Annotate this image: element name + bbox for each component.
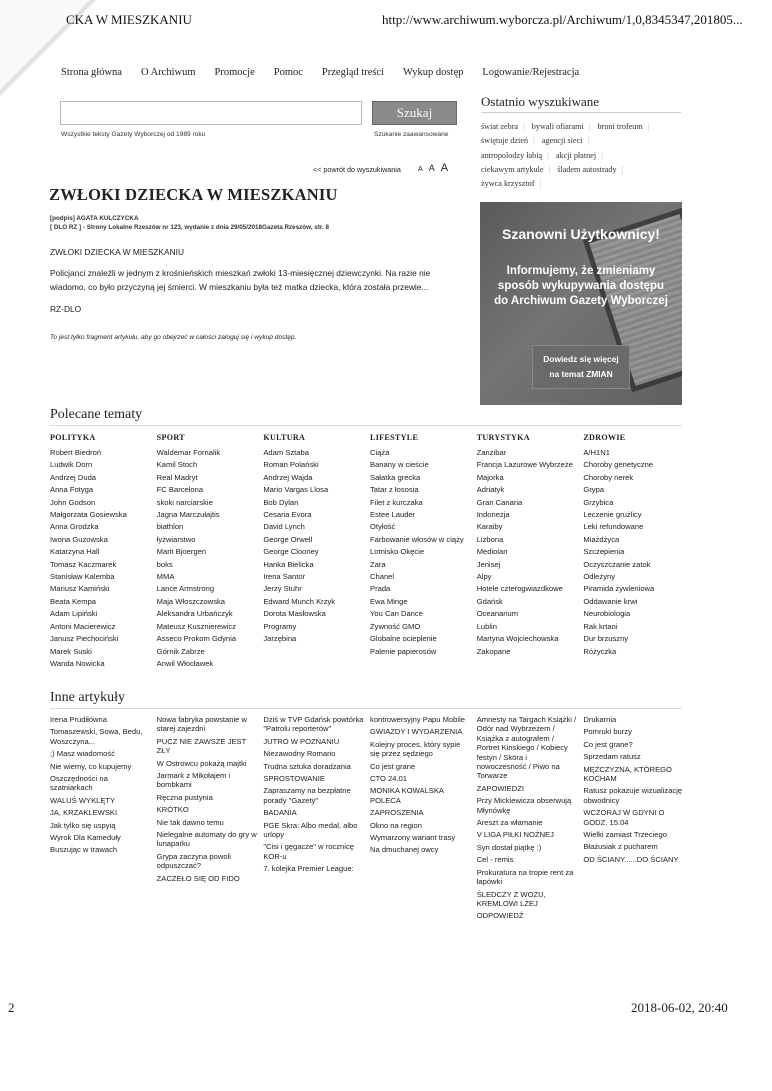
topic-link[interactable]: David Lynch — [263, 522, 305, 532]
topic-link[interactable]: Szczepienia — [583, 547, 625, 557]
other-articles-column — [263, 715, 370, 924]
other-article-link[interactable]: GWIAZDY I WYDARZENIA — [370, 727, 463, 737]
recent-item[interactable]: żywca krzysztof — [481, 179, 535, 189]
recent-searches-title: Ostatnio wyszukiwane — [481, 94, 600, 109]
topic-link[interactable]: Programy — [263, 621, 297, 631]
topic-link[interactable]: Gdańsk — [476, 596, 503, 606]
other-article-link[interactable]: Nie wiemy, co kupujemy — [50, 761, 132, 771]
other-article-link[interactable]: Co jest grane? — [583, 739, 633, 749]
other-article-link[interactable]: KRÓTKO — [156, 805, 189, 815]
topic-link[interactable]: Alpy — [476, 572, 492, 582]
topic-link[interactable]: Lotnisko Okęcie — [370, 547, 425, 557]
topic-link[interactable]: Piramida żywieniowa — [583, 584, 655, 594]
topic-link[interactable]: Hanka Bielicka — [263, 559, 314, 569]
recent-searches-list: świat zebra | bywali ofiarami | broni trofeum | świętuje dzień | agencji sieci | antropolodzy łabią | akcji płatnej | ciekawym artykule | śladem autostrady | żywca krzysztof | — [481, 122, 650, 189]
other-article-link[interactable]: Błażusiak z pucharem — [583, 842, 658, 852]
topic-link[interactable]: Adriatyk — [476, 485, 505, 495]
recent-item[interactable]: ciekawym artykule — [481, 164, 544, 174]
other-article-link[interactable]: PUCZ NIE ZAWSZE JEST ZŁY — [156, 736, 247, 756]
topic-link[interactable]: Aleksandra Urbańczyk — [156, 609, 233, 619]
font-size-small[interactable]: A — [418, 166, 425, 173]
banner-cta-line2: na temat ZMIAN — [549, 369, 613, 379]
other-article-link[interactable]: Sprzedam ratusz — [583, 752, 641, 762]
other-article-link[interactable]: MONIKA KOWALSKA POLECA — [370, 786, 444, 805]
topic-link[interactable]: Banany w cieście — [370, 460, 429, 470]
other-article-link[interactable]: Pomruki burzy — [583, 727, 632, 737]
back-to-search-link[interactable]: << powrót do wyszukiwania — [313, 165, 401, 174]
topic-link[interactable]: Maja Włoszczowska — [156, 596, 226, 606]
article-title: ZWŁOKI DZIECKA W MIESZKANIU — [50, 247, 185, 257]
byline-author: [podpis] AGATA KULCZYCKA — [50, 215, 139, 222]
topic-link[interactable]: Dur brzuszny — [583, 634, 629, 644]
topic-link[interactable]: Choroby nerek — [583, 472, 634, 482]
topic-link[interactable]: Cesaria Evora — [263, 510, 312, 520]
topic-link[interactable]: George Clooney — [263, 547, 319, 557]
topic-link[interactable]: Kamil Stoch — [156, 460, 198, 470]
topic-column-heading[interactable]: SPORT — [156, 433, 185, 442]
topic-link[interactable]: Miażdżyca — [583, 534, 620, 544]
topic-link[interactable]: Real Madryt — [156, 472, 198, 482]
topic-link[interactable]: Jerzy Stuhr — [263, 584, 302, 594]
topic-link[interactable]: skoki narciarskie — [156, 497, 213, 507]
topic-link[interactable]: Zara — [370, 559, 386, 569]
topic-link[interactable]: Mateusz Kusznierewicz — [156, 621, 237, 631]
other-article-link[interactable]: ZAPOWIEDZI — [476, 783, 524, 793]
other-article-link[interactable]: Wymarzony wariant trasy — [370, 833, 456, 843]
topic-link[interactable]: Mario Vargas Llosa — [263, 485, 329, 495]
other-article-link[interactable]: Nielegalne automaty do gry w lunaparku — [156, 830, 257, 849]
topic-column — [50, 433, 157, 670]
topic-link[interactable]: Roman Polański — [263, 460, 319, 470]
other-article-link[interactable]: JA, KRZAKLEWSKI — [50, 808, 118, 818]
search-button[interactable]: Szukaj — [372, 101, 457, 125]
other-article-link[interactable]: Buszując w trawach — [50, 845, 118, 855]
topic-link[interactable]: Choroby genetyczne — [583, 460, 654, 470]
other-article-link[interactable]: Wielki zamiast Trzeciego — [583, 830, 667, 840]
other-article-link[interactable]: Nowa fabryka powstanie w starej zajezdni — [156, 715, 247, 734]
topic-link[interactable]: Beata Kempa — [50, 596, 97, 606]
topic-link[interactable]: Anwil Włocławek — [156, 658, 214, 668]
main-nav — [61, 67, 598, 78]
topic-link[interactable]: Oddawanie krwi — [583, 596, 638, 606]
topic-link[interactable]: Tatar z łososia — [370, 485, 419, 495]
topic-link[interactable]: Tomasz Kaczmarek — [50, 559, 117, 569]
topic-link[interactable]: Andrzej Duda — [50, 472, 97, 482]
topic-link[interactable]: Rak krtani — [583, 621, 618, 631]
topic-link[interactable]: Jagna Marczułajtis — [156, 510, 220, 520]
other-articles-grid — [50, 715, 690, 924]
topic-link[interactable]: Francja Lazurowe Wybrzeże — [476, 460, 573, 470]
byline-source: [ DLO RZ ] - Strony Lokalne Rzeszów nr 123, wydanie z dnia 29/05/2018Gazeta Rzeszów, str. 8 — [50, 224, 330, 231]
other-article-link[interactable]: Przy Mickiewicza obserwują Młynówkę — [476, 796, 572, 815]
topic-column-heading[interactable]: LIFESTYLE — [370, 433, 419, 442]
topic-link[interactable]: Wanda Nowicka — [50, 658, 105, 668]
topic-column — [370, 433, 477, 670]
other-article-link[interactable]: Co jest grane — [370, 761, 416, 771]
other-article-link[interactable]: JUTRO W POZNANIU — [263, 736, 340, 746]
topic-link[interactable]: Neurobiologia — [583, 609, 631, 619]
topic-link[interactable]: MMA — [156, 572, 175, 582]
search-input[interactable] — [60, 101, 362, 125]
topic-link[interactable]: Żywność GMO — [370, 621, 421, 631]
other-article-link[interactable]: Grypa zaczyna powoli odpuszczać? — [156, 851, 231, 871]
other-article-link[interactable]: Irena Prudiłówna — [50, 715, 107, 724]
other-article-link[interactable]: Na dmuchanej owcy — [370, 845, 439, 855]
nav-strona-glowna[interactable]: Strona główna — [61, 67, 122, 78]
topic-link[interactable]: Antoni Macierewicz — [50, 621, 116, 631]
other-article-link[interactable]: ZAPROSZENIA — [370, 808, 424, 818]
print-page-title: CKA W MIESZKANIU — [66, 12, 192, 27]
advanced-search-link[interactable]: Szukanie zaawansowane — [374, 131, 449, 138]
font-size-medium[interactable]: A — [428, 163, 437, 173]
recent-item[interactable]: agencji sieci — [541, 136, 583, 146]
other-article-link[interactable]: Oszczędności na szatniarkach — [50, 774, 108, 793]
topic-link[interactable]: George Orwell — [263, 534, 313, 544]
topic-link[interactable]: Mediolan — [476, 547, 508, 557]
nav-przeglad-tresci[interactable]: Przegląd treści — [321, 67, 385, 78]
topic-link[interactable]: Bob Dylan — [263, 497, 299, 507]
topics-grid — [50, 433, 690, 670]
topic-link[interactable]: Anna Grodzka — [50, 522, 99, 532]
other-article-link[interactable]: 7. kolejka Premier League: — [263, 864, 354, 874]
topic-link[interactable]: Edward Munch Krzyk — [263, 596, 336, 606]
print-url: http://www.archiwum.wyborcza.pl/Archiwum/1,0,8345347,201805... — [382, 12, 743, 27]
topic-link[interactable]: Hotele czterogwiazdkowe — [476, 584, 563, 594]
topic-link[interactable]: Estee Lauder — [370, 510, 416, 520]
topic-link[interactable]: Zanzibar — [476, 448, 507, 457]
topic-link[interactable]: Lizbona — [476, 534, 504, 544]
other-article-link[interactable]: Zapraszamy na bezpłatne porady "Gazety" — [263, 786, 351, 805]
print-page-number: 2 — [8, 1000, 15, 1015]
other-article-link[interactable]: Dziś w TVP Gdańsk powtórka "Patrolu reporterów" — [263, 715, 364, 734]
article-paywall-note: To jest tylko fragment artykułu, aby go obejrzeć w całości zaloguj się i wykup dostęp. — [50, 334, 297, 341]
topic-link[interactable]: Majorka — [476, 472, 504, 482]
topic-link[interactable]: John Godson — [50, 497, 96, 507]
other-article-link[interactable]: Prokuratura na tropie rent za łapówki — [476, 867, 574, 887]
topic-column-heading[interactable]: TURYSTYKA — [476, 433, 530, 442]
topic-link[interactable]: Lance Armstrong — [156, 584, 215, 594]
other-article-link[interactable]: BADANIA — [263, 808, 297, 818]
other-articles-column — [50, 715, 157, 924]
topic-link[interactable]: Ludwik Dorn — [50, 460, 93, 470]
other-article-link[interactable]: Trudna sztuka doradzania — [263, 761, 351, 771]
recent-divider — [481, 112, 681, 113]
other-article-link[interactable]: CTO 24.01 — [370, 774, 408, 784]
topic-link[interactable]: Prada — [370, 584, 391, 594]
nav-o-archiwum[interactable]: O Archiwum — [140, 67, 196, 78]
topic-link[interactable]: Górnik Zabrze — [156, 646, 205, 656]
article-byline — [50, 214, 329, 232]
nav-pomoc[interactable]: Pomoc — [273, 67, 303, 78]
other-article-link[interactable]: Syn dostał piątkę :) — [476, 842, 542, 852]
topic-link[interactable]: Mariusz Kamiński — [50, 584, 110, 594]
topic-link[interactable]: Różyczka — [583, 646, 617, 656]
topic-link[interactable]: Irena Santor — [263, 572, 306, 582]
other-divider — [50, 708, 682, 709]
topic-column — [263, 433, 370, 670]
topic-link[interactable]: Gran Canaria — [476, 497, 523, 507]
recent-item[interactable]: akcji płatnej — [555, 150, 597, 160]
other-article-link[interactable]: Drukarnia — [583, 715, 617, 724]
other-article-link[interactable]: WALUŚ WYKLĘTY — [50, 795, 116, 805]
topic-column-heading[interactable]: POLITYKA — [50, 433, 96, 442]
other-article-link[interactable]: Cel - remis — [476, 855, 514, 865]
topic-link[interactable]: A/H1N1 — [583, 448, 610, 457]
other-article-link[interactable]: Nie tak dawno temu — [156, 817, 224, 827]
print-datetime: 2018-06-02, 20:40 — [631, 1000, 728, 1015]
other-article-link[interactable]: SPROSTOWANIE — [263, 774, 325, 784]
topic-link[interactable]: Leki refundowane — [583, 522, 644, 532]
other-article-link[interactable]: Jarmark z Mikołajem i bombkami — [156, 771, 231, 790]
other-articles-column — [157, 715, 264, 924]
topic-link[interactable]: Oceanarium — [476, 609, 519, 619]
other-article-link[interactable]: ŚLEDCZY Z WOZU, KREMLOWI LŻEJ — [476, 889, 546, 908]
other-article-link[interactable]: PGE Skra: Albo medal, albo urlopy — [263, 820, 358, 840]
other-article-link[interactable]: Kolejny proces, który sypie się przez sędziego — [370, 739, 461, 759]
topics-divider — [50, 425, 682, 426]
other-article-link[interactable]: Tomaszewski, Sowa, Bedu, Woszczyna... — [50, 727, 143, 746]
other-article-link[interactable]: "Cisi i gęgacze" w rocznicę KOR-u — [263, 842, 354, 861]
topic-link[interactable]: Odleżyny — [583, 572, 616, 582]
other-article-link[interactable]: kontrowersyjny Papu Mobile — [370, 715, 465, 724]
article-lead: Policjanci znaleźli w jednym z krośnieńskich mieszkań zwłoki 13-miesięcznej dziewczynki. Na razie nie wiadomo, co było przyczyną jej śmierci. W mieszkaniu była też matka dziecka, która została przewie... — [50, 268, 431, 292]
topic-link[interactable]: FC Barcelona — [156, 485, 204, 495]
other-articles-column — [370, 715, 477, 924]
topic-link[interactable]: Janusz Piechociński — [50, 634, 119, 644]
other-article-link[interactable]: Jak tylko się uspyią — [50, 820, 116, 830]
topic-link[interactable]: Jenisej — [476, 559, 501, 569]
topic-link[interactable]: Globalne ocieplenie — [370, 634, 437, 644]
topic-link[interactable]: Ewa Minge — [370, 596, 408, 606]
topic-link[interactable]: Chanel — [370, 572, 395, 582]
info-banner[interactable] — [480, 202, 682, 405]
recent-item[interactable]: antropolodzy łabią — [481, 150, 543, 160]
recent-item[interactable]: świat zebra — [481, 122, 519, 131]
banner-cta-button[interactable] — [532, 345, 630, 389]
topic-link[interactable]: Ciąża — [370, 448, 390, 457]
other-articles-column — [583, 715, 690, 924]
topic-link[interactable]: Lublin — [476, 621, 497, 631]
topic-link[interactable]: Robert Biedroń — [50, 448, 102, 457]
topic-link[interactable]: Andrzej Wajda — [263, 472, 313, 482]
topic-link[interactable]: Palenie papierosów — [370, 646, 437, 656]
article-source: RZ-DLO — [50, 304, 82, 314]
other-article-link[interactable]: V LIGA PIŁKI NOŻNEJ — [476, 830, 554, 840]
other-articles-title: Inne artykuły — [50, 690, 126, 705]
font-size-large[interactable]: A — [440, 162, 451, 174]
topic-link[interactable]: Karaiby — [476, 522, 503, 532]
topic-link[interactable]: Małgorzata Gosiewska — [50, 510, 127, 520]
other-article-link[interactable]: Amnesty na Targach Książki / Odór nad Wybrzeżem / Książka z autografem / Portret Kinskiego / Kobiecy festyn / Sköra i nowoczesność / Piwo na Torwarze — [476, 715, 577, 781]
topic-link[interactable]: Waldemar Fornalik — [156, 448, 221, 457]
other-article-link[interactable]: Ratusz pokazuje wizualizację obwodnicy — [583, 786, 683, 805]
topic-link[interactable]: Martyna Wojciechowska — [476, 634, 559, 644]
topic-link[interactable]: Leczenie grużlicy — [583, 510, 642, 520]
topic-link[interactable]: Dorota Masłowska — [263, 609, 326, 619]
nav-wykup-dostep[interactable]: Wykup dostęp — [403, 67, 464, 78]
topic-link[interactable]: Stanisław Kalemba — [50, 572, 115, 582]
banner-heading: Szanowni Użytkownicy! — [502, 226, 660, 242]
other-article-link[interactable]: Ręczna pustynia — [156, 792, 213, 802]
article-headline: ZWŁOKI DZIECKA W MIESZKANIU — [49, 185, 338, 204]
banner-body: Informujemy, że zmieniamy sposób wykupywania dostępu do Archiwum Gazety Wyborczej — [494, 265, 668, 307]
topic-link[interactable]: Indonezja — [476, 510, 510, 520]
topic-column — [583, 433, 690, 670]
topic-link[interactable]: Marit Bjoergen — [156, 547, 207, 557]
other-articles-column — [477, 715, 584, 924]
other-article-link[interactable]: ODPOWIEDŹ — [476, 911, 524, 921]
recent-item[interactable]: broni trofeum — [597, 122, 643, 131]
topic-column-heading[interactable]: ZDROWIE — [583, 433, 626, 442]
topic-column — [477, 433, 584, 670]
topic-column — [157, 433, 264, 670]
topic-column-heading[interactable]: KULTURA — [263, 433, 306, 442]
topic-link[interactable]: Farbowanie włosów w ciąży — [370, 534, 464, 544]
topic-link[interactable]: Anna Fotyga — [50, 485, 94, 495]
topic-link[interactable]: Asseco Prokom Gdynia — [156, 634, 237, 644]
topic-link[interactable]: biathlon — [156, 522, 184, 532]
other-article-link[interactable]: W Ostrowcu pokażą majtki — [156, 758, 247, 768]
topics-title: Polecane tematy — [50, 407, 143, 422]
topic-link[interactable]: Zakopane — [476, 646, 511, 656]
recent-item[interactable]: świętuje dzień — [481, 136, 529, 146]
topic-link[interactable]: boks — [156, 559, 173, 569]
other-article-link[interactable]: ZACZEŁO SIĘ OD FIDO — [156, 873, 240, 883]
nav-logowanie[interactable]: Logowanie/Rejestracja — [482, 67, 580, 78]
topic-link[interactable]: Oczyszczanie zatok — [583, 559, 651, 569]
topic-link[interactable]: Filet z kurczaka — [370, 497, 423, 507]
other-article-link[interactable]: MĘŻCZYZNA, KTÓREGO KOCHAM — [583, 764, 672, 784]
topic-link[interactable]: Sałatka grecka — [370, 472, 421, 482]
recent-item[interactable]: bywali ofiarami — [531, 122, 584, 131]
topic-link[interactable]: Adam Lipiński — [50, 609, 98, 619]
banner-cta-line1: Dowiedz się więcej — [543, 354, 619, 364]
other-article-link[interactable]: Okno na region — [370, 820, 422, 830]
topic-link[interactable]: You Can Dance — [370, 609, 423, 619]
topic-link[interactable]: Adam Sztaba — [263, 448, 309, 457]
recent-item[interactable]: śladem autostrady — [557, 164, 617, 174]
search-hint: Wszystkie teksty Gazety Wyborczej od 1989 roku — [61, 131, 206, 138]
topic-link[interactable]: łyżwiarstwo — [156, 534, 196, 544]
other-article-link[interactable]: Areszt za włamanie — [476, 818, 543, 828]
topic-link[interactable]: Grypa — [583, 485, 605, 495]
other-article-link[interactable]: Niezawodny Romario — [263, 749, 336, 759]
other-article-link[interactable]: Wyrok Dla Kameduły — [50, 833, 121, 843]
topic-link[interactable]: Iwona Guzowska — [50, 534, 108, 544]
topic-link[interactable]: Katarzyna Hall — [50, 547, 100, 557]
other-article-link[interactable]: ;) Masz wiadomość — [50, 749, 115, 759]
other-article-link[interactable]: OD ŚCIANY......DO ŚCIANY — [583, 854, 679, 864]
topic-link[interactable]: Grzybica — [583, 497, 614, 507]
topic-link[interactable]: Marek Suski — [50, 646, 92, 656]
other-article-link[interactable]: WCZORAJ W GDYNI O GODZ. 15.04 — [583, 808, 665, 827]
font-size-controls — [418, 162, 450, 174]
topic-link[interactable]: Otyłość — [370, 522, 396, 532]
nav-promocje[interactable]: Promocje — [214, 67, 255, 78]
topic-link[interactable]: Jarzębina — [263, 634, 297, 644]
